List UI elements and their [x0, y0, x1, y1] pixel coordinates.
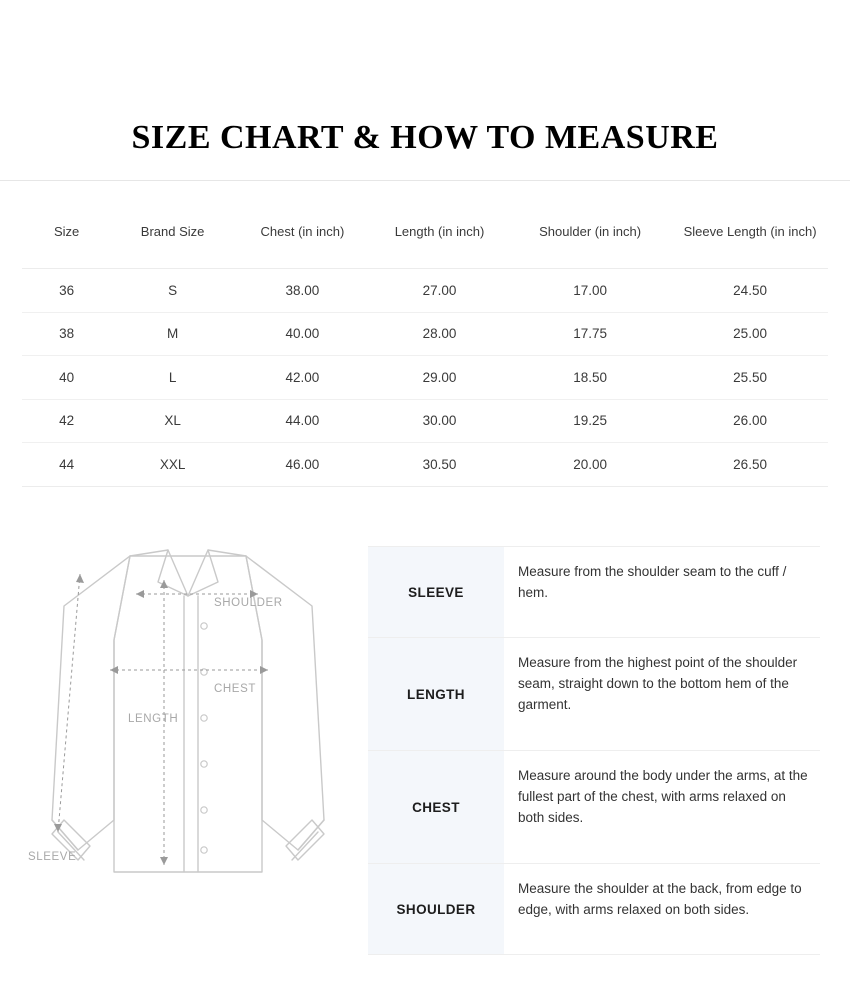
- cell-shoulder: 17.75: [508, 312, 672, 356]
- cell-sleeve-length: 25.50: [672, 356, 828, 400]
- page-title: SIZE CHART & HOW TO MEASURE: [131, 119, 719, 156]
- cell-size: 44: [22, 443, 111, 487]
- cell-chest: 40.00: [234, 312, 371, 356]
- cell-brand-size: M: [111, 312, 234, 356]
- table-row: [22, 269, 828, 313]
- cell-size: 42: [22, 399, 111, 443]
- cell-length: 27.00: [371, 269, 508, 313]
- measure-row-chest: [368, 751, 820, 864]
- measure-row-sleeve: [368, 547, 820, 638]
- cell-chest: 44.00: [234, 399, 371, 443]
- column-header-sleeve-length: Sleeve Length (in inch): [672, 196, 828, 269]
- cell-shoulder: 20.00: [508, 443, 672, 487]
- cell-sleeve-length: 26.50: [672, 443, 828, 487]
- cell-brand-size: XXL: [111, 443, 234, 487]
- column-header-chest: Chest (in inch): [234, 196, 371, 269]
- cell-size: 38: [22, 312, 111, 356]
- measure-label-chest: CHEST: [368, 751, 504, 863]
- cell-shoulder: 18.50: [508, 356, 672, 400]
- cell-length: 30.50: [371, 443, 508, 487]
- measure-label-sleeve: SLEEVE: [368, 547, 504, 637]
- diagram-label-length: LENGTH: [128, 713, 179, 725]
- cell-shoulder: 17.00: [508, 269, 672, 313]
- shirt-diagram: [18, 520, 358, 920]
- cell-brand-size: XL: [111, 399, 234, 443]
- cell-chest: 42.00: [234, 356, 371, 400]
- measure-label-shoulder: SHOULDER: [368, 864, 504, 954]
- column-header-brand-size: Brand Size: [111, 196, 234, 269]
- column-header-length: Length (in inch): [371, 196, 508, 269]
- cell-length: 28.00: [371, 312, 508, 356]
- measure-text-length: Measure from the highest point of the shoulder seam, straight down to the bottom hem of the garment.: [518, 655, 798, 712]
- cell-size: 36: [22, 269, 111, 313]
- size-chart-table: [22, 196, 828, 487]
- diagram-label-chest: CHEST: [214, 683, 256, 695]
- table-row: [22, 312, 828, 356]
- title-band: [0, 96, 850, 181]
- column-header-size: Size: [22, 196, 111, 269]
- measure-row-length: [368, 638, 820, 751]
- cell-chest: 46.00: [234, 443, 371, 487]
- shirt-illustration-svg: [18, 520, 358, 920]
- how-to-measure-section: [0, 512, 850, 932]
- cell-sleeve-length: 26.00: [672, 399, 828, 443]
- cell-length: 29.00: [371, 356, 508, 400]
- diagram-label-shoulder: SHOULDER: [214, 597, 283, 609]
- measure-text-chest: Measure around the body under the arms, at the fullest part of the chest, with arms relaxed on both sides.: [518, 768, 808, 825]
- measure-instructions-list: [368, 546, 820, 955]
- cell-shoulder: 19.25: [508, 399, 672, 443]
- cell-chest: 38.00: [234, 269, 371, 313]
- table-header-row: [22, 196, 828, 269]
- table-row: [22, 399, 828, 443]
- cell-brand-size: L: [111, 356, 234, 400]
- cell-size: 40: [22, 356, 111, 400]
- cell-sleeve-length: 25.00: [672, 312, 828, 356]
- cell-sleeve-length: 24.50: [672, 269, 828, 313]
- measure-label-length: LENGTH: [368, 638, 504, 750]
- table-row: [22, 356, 828, 400]
- measure-text-sleeve: Measure from the shoulder seam to the cuff / hem.: [518, 564, 787, 600]
- diagram-label-sleeve: SLEEVE: [28, 851, 77, 863]
- size-chart-header: [22, 196, 828, 269]
- measure-text-shoulder: Measure the shoulder at the back, from edge to edge, with arms relaxed on both sides.: [518, 881, 802, 917]
- column-header-shoulder: Shoulder (in inch): [508, 196, 672, 269]
- cell-length: 30.00: [371, 399, 508, 443]
- cell-brand-size: S: [111, 269, 234, 313]
- table-row: [22, 443, 828, 487]
- measure-row-shoulder: [368, 864, 820, 955]
- size-chart-body: [22, 269, 828, 487]
